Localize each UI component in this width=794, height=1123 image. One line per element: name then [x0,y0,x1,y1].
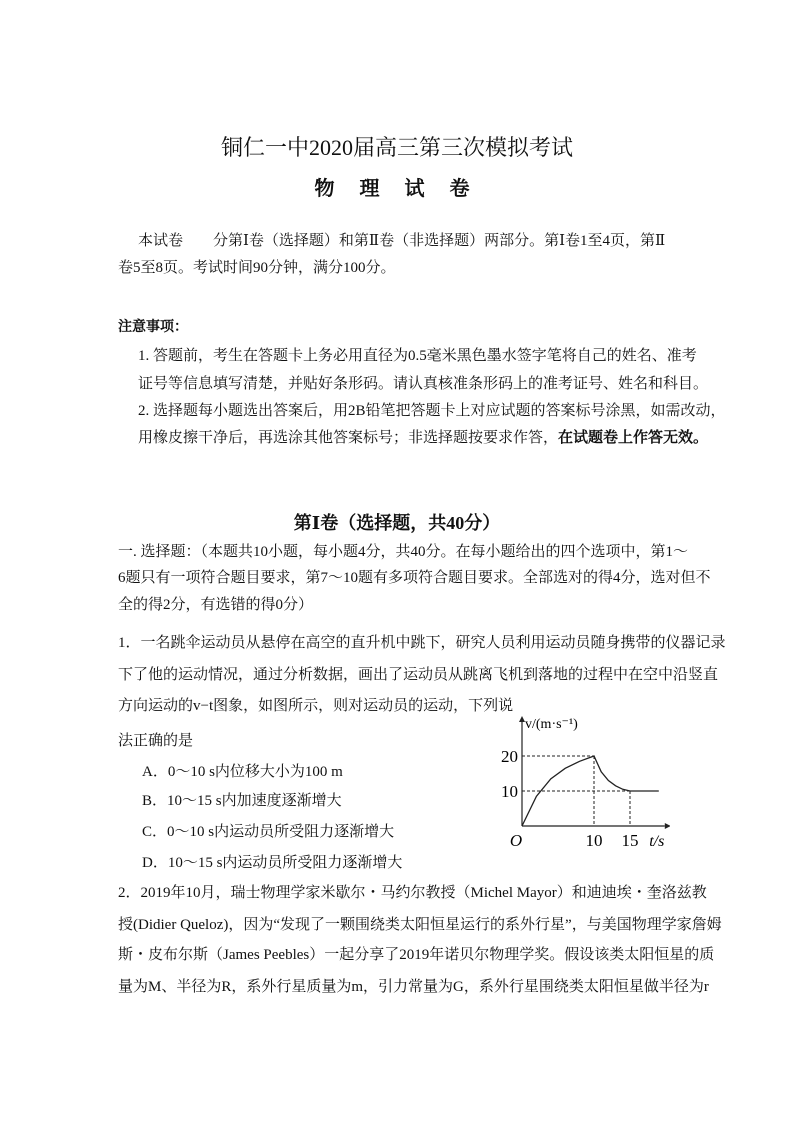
note-1-line-2: 证号等信息填写清楚，并贴好条形码。请认真核准条形码上的准考证号、姓名和科目。 [138,376,709,392]
q1-option-b: B．10～15 s内加速度逐渐增大 [142,793,342,809]
q2-line-4: 量为M、半径为R，系外行星质量为m，引力常量为G，系外行星围绕类太阳恒星做半径为r [118,979,709,995]
y-tick-label: 20 [501,747,518,766]
page-title: 铜仁一中2020届高三第三次模拟考试 [220,135,573,160]
note-2-text: 用橡皮擦干净后，再选涂其他答案标号；非选择题按要求作答， [138,430,559,446]
q1-line-4: 法正确的是 [118,733,194,749]
x-tick-label: 10 [585,831,603,850]
section-title: 第Ⅰ卷（选择题，共40分） [293,513,501,533]
x-tick-label: 15 [621,831,639,850]
note-2-line-1: 2. 选择题每小题选出答案后，用2B铅笔把答题卡上对应试题的答案标号涂黑，如需改动， [138,403,726,419]
q1-line-2: 下了他的运动情况，通过分析数据，画出了运动员从跳离飞机到落地的过程中在空中沿竖直 [118,667,719,683]
intro-line-2: 卷5至8页。考试时间90分钟，满分100分。 [118,260,396,276]
q1-option-c: C．0～10 s内运动员所受阻力逐渐增大 [142,824,395,840]
y-tick-label: 10 [501,782,518,801]
x-axis-arrow [665,823,670,829]
section-instructions-line-1: 一. 选择题：（本题共10小题，每小题4分，共40分。在每小题给出的四个选项中，第1～ [118,544,689,560]
q2-line-2: 授(Didier Queloz)，因为“发现了一颗围绕类太阳恒星运行的系外行星”，与美国物理学家詹姆 [118,917,722,933]
notes-heading: 注意事项： [118,320,188,335]
y-axis-label: v/(m·s⁻¹) [525,717,578,732]
q2-line-1: 2．2019年10月，瑞士物理学家米歇尔・马约尔教授（Michel Mayor）和迪迪埃・奎洛兹教 [118,885,707,901]
note-1-line-1: 1. 答题前，考生在答题卡上务必用直径为0.5毫米黑色墨水签字笔将自己的姓名、准考 [138,348,697,364]
intro-line-1: 本试卷 分第Ⅰ卷（选择题）和第Ⅱ卷（非选择题）两部分。第Ⅰ卷1至4页，第Ⅱ [138,233,666,249]
page-subtitle: 物 理 试 卷 [314,178,480,200]
section-instructions-line-2: 6题只有一项符合题目要求，第7～10题有多项符合题目要求。全部选对的得4分，选对但不 [118,570,711,586]
section-instructions-line-3: 全的得2分，有选错的得0分） [118,597,314,613]
note-2-line-2 [138,428,709,448]
q1-option-a: A．0～10 s内位移大小为100 m [142,764,343,780]
q1-line-1: 1．一名跳伞运动员从悬停在高空的直升机中跳下，研究人员利用运动员随身携带的仪器记录 [118,635,726,651]
x-axis-label: t/s [649,833,665,850]
vt-graph [500,712,670,852]
q1-line-3: 方向运动的v−t图象，如图所示，则对运动员的运动，下列说 [118,698,514,714]
note-2-bold-warning: 在试题卷上作答无效。 [558,430,709,446]
origin-label: O [509,831,523,850]
q1-option-d: D．10～15 s内运动员所受阻力逐渐增大 [142,855,403,871]
q2-line-3: 斯・皮布尔斯（James Peebles）一起分享了2019年诺贝尔物理学奖。假设该类太阳恒星的质 [118,947,715,963]
